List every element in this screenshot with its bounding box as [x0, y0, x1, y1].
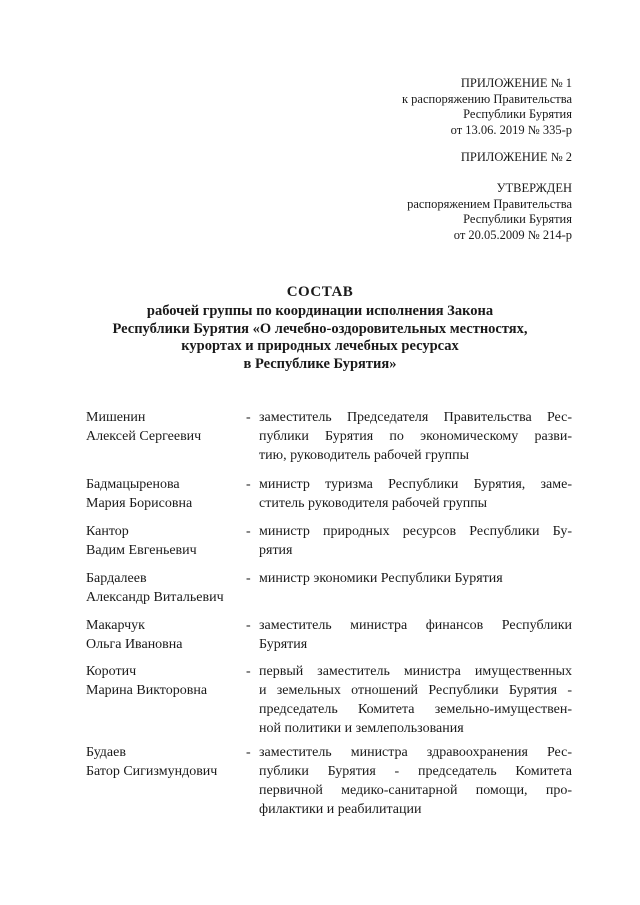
member-role-line: тию, руководитель рабочей группы [259, 448, 470, 463]
member-dash: - [246, 745, 251, 760]
member-dash: - [246, 571, 251, 586]
attachment-1-header [402, 76, 572, 138]
member-surname: Коротич [86, 664, 137, 679]
member-given-names: Батор Сигизмундович [86, 764, 218, 779]
member-given-names: Марина Викторовна [86, 683, 208, 698]
member-surname: Мишенин [86, 410, 146, 425]
attachment-1-date: от 13.06. 2019 № 335-р [450, 122, 572, 137]
member-role [259, 569, 572, 588]
member-role-line: заместитель министра здравоохранения Рес- [259, 745, 572, 760]
attachment-2-title: ПРИЛОЖЕНИЕ № 2 [460, 150, 572, 164]
document-subtitle-line: рабочей группы по координации исполнения Закона [146, 303, 494, 319]
member-name [86, 569, 246, 607]
member-surname: Кантор [86, 524, 129, 539]
approval-date: от 20.05.2009 № 214-р [453, 227, 572, 242]
member-role [259, 662, 572, 738]
member-name [86, 662, 246, 700]
member-dash: - [246, 618, 251, 633]
member-role-line: публики Бурятия по экономическому разви- [259, 429, 572, 444]
member-role-line: рятия [259, 543, 293, 558]
member-given-names: Мария Борисовна [86, 496, 193, 511]
member-role [259, 616, 572, 654]
member-role-line: публики Бурятия - председатель Комитета [259, 764, 572, 779]
member-role-line: ной политики и землепользования [259, 721, 464, 736]
member-role-line: первый заместитель министра имущественных [259, 664, 572, 679]
approval-line: распоряжением Правительства [407, 196, 572, 211]
member-name [86, 475, 246, 513]
member-role [259, 743, 572, 819]
member-role [259, 522, 572, 560]
member-surname: Бадмацыренова [86, 477, 180, 492]
attachment-1-line: к распоряжению Правительства [401, 91, 572, 106]
attachment-2-header [461, 150, 572, 166]
member-dash: - [246, 524, 251, 539]
member-role-line: ститель руководителя рабочей группы [259, 496, 488, 511]
member-role [259, 475, 572, 513]
member-name [86, 616, 246, 654]
member-role-line: Бурятия [259, 637, 308, 652]
member-surname: Макарчук [86, 618, 145, 633]
member-role-line: заместитель Председателя Правительства Рес- [259, 410, 572, 425]
member-given-names: Алексей Сергеевич [86, 429, 202, 444]
document-title: СОСТАВ [286, 284, 354, 300]
document-subtitle-line: Республики Бурятия «О лечебно-оздоровительных местностях, [112, 320, 528, 337]
attachment-1-line: Республики Бурятия [463, 107, 572, 121]
member-dash: - [246, 664, 251, 679]
member-role-line: заместитель министра финансов Республики [259, 618, 572, 633]
member-given-names: Ольга Ивановна [86, 637, 183, 652]
member-role-line: министр экономики Республики Бурятия [259, 571, 503, 586]
member-role-line: и земельных отношений Республики Бурятия - [259, 683, 572, 698]
document-title-block [70, 283, 570, 373]
member-given-names: Вадим Евгеньевич [86, 543, 197, 558]
approval-title: УТВЕРЖДЕН [496, 181, 572, 195]
attachment-1-title: ПРИЛОЖЕНИЕ № 1 [460, 76, 572, 90]
member-surname: Бардалеев [86, 571, 147, 586]
member-role-line: председатель Комитета земельно-имуществен- [259, 702, 572, 717]
member-name [86, 522, 246, 560]
member-surname: Будаев [86, 745, 126, 760]
approval-block [407, 181, 572, 243]
member-dash: - [246, 410, 251, 425]
member-role-line: филактики и реабилитации [259, 802, 422, 817]
member-role-line: министр туризма Республики Бурятия, заме- [259, 477, 572, 492]
member-name [86, 408, 246, 446]
member-dash: - [246, 477, 251, 492]
member-role-line: первичной медико-санитарной помощи, про- [259, 783, 572, 798]
member-given-names: Александр Витальевич [86, 590, 224, 605]
member-role-line: министр природных ресурсов Республики Бу- [259, 524, 572, 539]
document-subtitle-line: в Республике Бурятия» [243, 355, 397, 372]
approval-line: Республики Бурятия [463, 212, 572, 226]
member-name [86, 743, 246, 781]
member-role [259, 408, 572, 465]
document-subtitle-line: курортах и природных лечебных ресурсах [181, 338, 459, 354]
